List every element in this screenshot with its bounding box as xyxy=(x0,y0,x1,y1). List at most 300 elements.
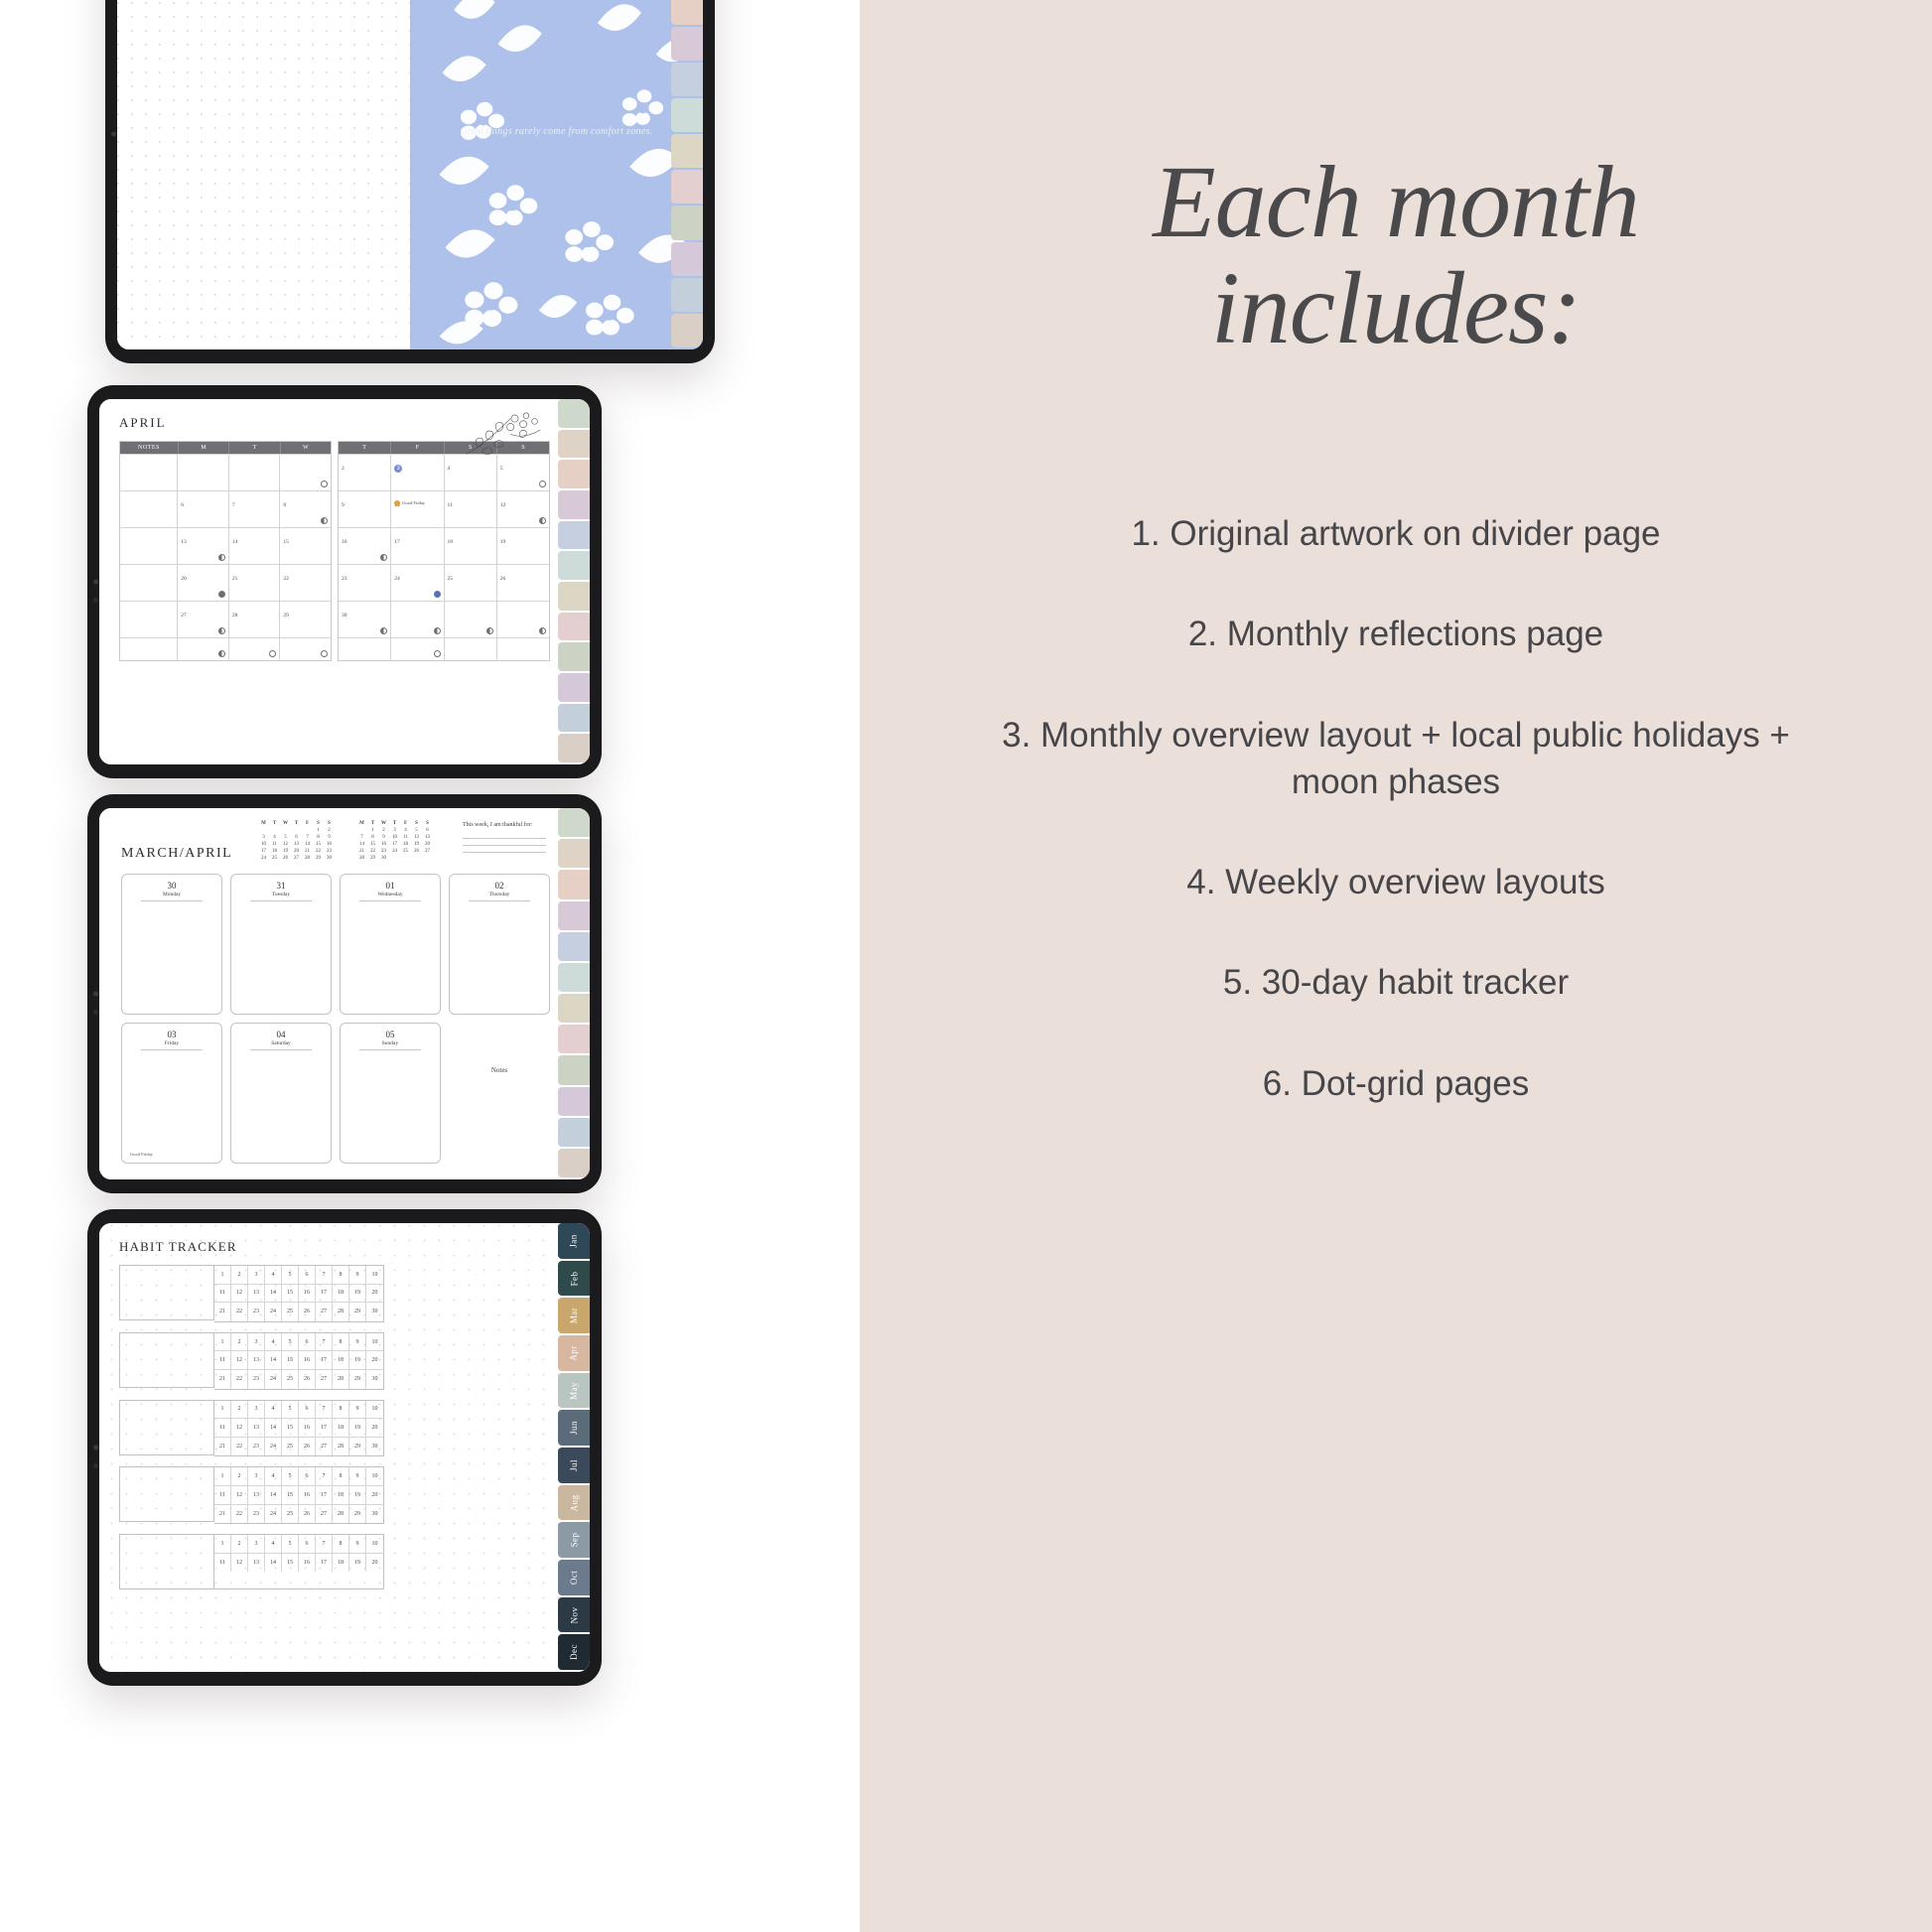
day-cell[interactable] xyxy=(178,638,229,660)
day-cell[interactable]: 20 xyxy=(366,1419,383,1438)
day-cell[interactable]: 28 xyxy=(333,1438,349,1456)
day-cell[interactable]: 9 xyxy=(349,1333,366,1352)
day-cell[interactable]: 19 xyxy=(349,1285,366,1304)
day-cell[interactable]: 19 xyxy=(349,1554,366,1573)
tab-may[interactable] xyxy=(558,521,590,550)
month-tab-strip[interactable] xyxy=(558,808,590,1179)
habit-days-11-20[interactable] xyxy=(214,1351,383,1370)
habit-days-21-30[interactable] xyxy=(214,1438,383,1456)
tab-nov[interactable] xyxy=(558,1118,590,1147)
day-cell[interactable] xyxy=(280,528,331,564)
day-cell[interactable]: 11 xyxy=(214,1554,231,1573)
tab-jan[interactable] xyxy=(558,1223,590,1259)
tab-may[interactable] xyxy=(558,1373,590,1409)
day-cell[interactable]: 15 xyxy=(282,1419,299,1438)
day-cell[interactable]: 2 xyxy=(231,1266,248,1285)
notes-cell[interactable] xyxy=(120,602,178,637)
tab-apr[interactable] xyxy=(671,27,703,61)
day-cell[interactable]: 20 xyxy=(371,1560,378,1567)
day-cell[interactable] xyxy=(229,638,281,660)
day-cell[interactable]: 1 xyxy=(214,1266,231,1285)
day-cell[interactable]: 22 xyxy=(231,1303,248,1321)
day-cell[interactable]: 26 xyxy=(299,1303,316,1321)
day-cell[interactable]: 7 xyxy=(316,1467,333,1486)
habit-day-grid[interactable] xyxy=(214,1332,384,1390)
day-cell[interactable]: 1 xyxy=(214,1333,231,1352)
day-cell[interactable]: 6 xyxy=(299,1266,316,1285)
day-cell[interactable]: 17 xyxy=(316,1285,333,1304)
camera-dot-icon xyxy=(93,580,98,585)
day-cell[interactable]: 13 xyxy=(248,1419,265,1438)
habit-name-field[interactable] xyxy=(119,1466,214,1522)
day-cell[interactable]: 7 xyxy=(316,1535,333,1554)
day-box[interactable] xyxy=(121,1023,222,1164)
day-cell[interactable] xyxy=(391,638,444,660)
day-cell[interactable]: 15 xyxy=(282,1486,299,1505)
day-cell[interactable] xyxy=(339,528,391,564)
day-cell[interactable]: 24 xyxy=(265,1438,282,1456)
day-cell[interactable]: 12 xyxy=(231,1285,248,1304)
habit-name-field[interactable] xyxy=(119,1265,214,1320)
tab-feb[interactable] xyxy=(558,430,590,459)
day-cell[interactable] xyxy=(229,565,281,601)
day-cell[interactable]: 14 xyxy=(265,1486,282,1505)
tab-jun[interactable] xyxy=(558,963,590,992)
day-cell[interactable] xyxy=(280,565,331,601)
tab-aug[interactable] xyxy=(671,170,703,204)
divider xyxy=(141,1049,203,1050)
day-cell[interactable]: 23 xyxy=(248,1505,265,1524)
day-cell[interactable] xyxy=(280,455,331,490)
day-cell[interactable] xyxy=(280,602,331,637)
tab-label: Apr xyxy=(568,1345,579,1361)
day-cell[interactable]: 29 xyxy=(349,1505,366,1524)
day-cell[interactable]: 19 xyxy=(349,1486,366,1505)
thankful-lines[interactable] xyxy=(463,832,546,853)
day-cell[interactable]: 3 xyxy=(248,1535,265,1554)
day-cell[interactable]: 11 xyxy=(214,1486,231,1505)
day-cell[interactable]: 24 xyxy=(265,1370,282,1389)
day-cell[interactable]: 4 xyxy=(265,1467,282,1486)
day-cell[interactable]: 13 xyxy=(248,1351,265,1370)
tab-may[interactable] xyxy=(671,63,703,96)
notes-cell[interactable] xyxy=(120,565,178,601)
day-number: 8 xyxy=(283,502,287,508)
day-cell[interactable]: 20 xyxy=(366,1351,383,1370)
divider xyxy=(250,1049,312,1050)
day-number: 12 xyxy=(499,502,506,508)
day-cell[interactable] xyxy=(497,602,549,637)
day-cell[interactable] xyxy=(339,638,391,660)
day-cell[interactable]: 6 xyxy=(299,1401,316,1420)
calendar-left-half xyxy=(119,441,332,661)
day-cell[interactable] xyxy=(339,491,391,527)
day-cell[interactable]: 30 xyxy=(371,1510,378,1517)
day-cell[interactable]: 2 xyxy=(231,1535,248,1554)
day-cell[interactable]: 16 xyxy=(299,1419,316,1438)
day-cell[interactable]: 23 xyxy=(248,1438,265,1456)
tab-oct[interactable] xyxy=(558,673,590,702)
day-cell[interactable]: 5 xyxy=(282,1333,299,1352)
day-cell[interactable]: 26 xyxy=(299,1505,316,1524)
headline-line-1: Each month xyxy=(1153,145,1639,259)
day-cell[interactable] xyxy=(497,528,549,564)
day-cell[interactable] xyxy=(229,455,281,490)
habit-days-1-10[interactable] xyxy=(214,1467,383,1486)
day-cell[interactable]: 9 xyxy=(349,1535,366,1554)
calendar-row xyxy=(120,601,331,637)
day-cell[interactable] xyxy=(339,602,391,637)
day-cell[interactable]: 20 xyxy=(366,1486,383,1505)
day-cell[interactable]: 18 xyxy=(333,1351,349,1370)
day-cell[interactable]: 30 xyxy=(371,1444,378,1450)
divider xyxy=(141,900,203,901)
day-cell[interactable]: 17 xyxy=(316,1351,333,1370)
tab-sep[interactable] xyxy=(558,1522,590,1558)
tab-jul[interactable] xyxy=(558,1448,590,1483)
day-cell[interactable]: 12 xyxy=(231,1351,248,1370)
day-cell[interactable]: 29 xyxy=(349,1303,366,1321)
write-line[interactable] xyxy=(463,839,546,846)
day-cell[interactable]: 18 xyxy=(333,1285,349,1304)
day-cell[interactable]: 22 xyxy=(231,1438,248,1456)
tab-oct[interactable] xyxy=(671,242,703,276)
day-cell[interactable] xyxy=(229,528,281,564)
day-cell[interactable]: 7 xyxy=(316,1401,333,1420)
write-line[interactable] xyxy=(463,846,546,853)
day-box[interactable] xyxy=(449,874,550,1015)
month-tab-strip[interactable] xyxy=(558,399,590,764)
day-cell[interactable]: 22 xyxy=(231,1505,248,1524)
tab-jan[interactable] xyxy=(558,808,590,837)
day-cell[interactable]: 3 xyxy=(248,1333,265,1352)
day-cell[interactable]: 30 xyxy=(371,1376,378,1383)
mini-col: F xyxy=(403,821,408,826)
tab-feb[interactable] xyxy=(558,839,590,868)
habit-days-11-20[interactable] xyxy=(214,1554,383,1573)
day-cell[interactable]: 10 xyxy=(366,1333,383,1352)
day-cell[interactable]: 11 xyxy=(214,1285,231,1304)
day-box[interactable] xyxy=(340,1023,441,1164)
day-cell[interactable]: 13 xyxy=(248,1486,265,1505)
day-cell[interactable] xyxy=(178,602,229,637)
day-cell[interactable]: 3 xyxy=(248,1266,265,1285)
day-cell[interactable]: 6 xyxy=(299,1535,316,1554)
habit-days-11-20[interactable] xyxy=(214,1419,383,1438)
day-cell[interactable]: 18 xyxy=(333,1554,349,1573)
day-cell[interactable] xyxy=(497,455,549,490)
day-cell[interactable]: 12 xyxy=(231,1419,248,1438)
day-cell[interactable]: 28 xyxy=(333,1303,349,1321)
tab-jun[interactable] xyxy=(558,551,590,580)
day-cell[interactable]: 16 xyxy=(299,1554,316,1573)
day-cell[interactable]: 9 xyxy=(349,1467,366,1486)
day-cell[interactable] xyxy=(445,565,497,601)
day-cell[interactable]: 12 xyxy=(231,1486,248,1505)
day-cell[interactable]: 24 xyxy=(265,1505,282,1524)
day-cell[interactable]: 27 xyxy=(316,1370,333,1389)
tab-aug[interactable] xyxy=(558,1485,590,1521)
day-cell[interactable]: 4 xyxy=(265,1401,282,1420)
day-cell[interactable] xyxy=(178,491,229,527)
day-cell[interactable]: 20 xyxy=(366,1285,383,1304)
day-cell[interactable] xyxy=(445,528,497,564)
day-cell[interactable]: 7 xyxy=(316,1333,333,1352)
day-cell[interactable] xyxy=(178,565,229,601)
day-cell[interactable]: 21 xyxy=(214,1438,231,1456)
day-cell[interactable]: 18 xyxy=(333,1486,349,1505)
tab-jun[interactable] xyxy=(558,1410,590,1446)
tab-sep[interactable] xyxy=(558,1055,590,1084)
day-cell[interactable]: 14 xyxy=(265,1419,282,1438)
tab-sep[interactable] xyxy=(671,206,703,239)
day-cell[interactable]: 15 xyxy=(282,1554,299,1573)
day-cell[interactable]: 12 xyxy=(231,1554,248,1573)
moon-phase-icon xyxy=(218,591,225,598)
tab-oct[interactable] xyxy=(558,1087,590,1116)
tab-sep[interactable] xyxy=(558,642,590,671)
col-s2: S xyxy=(521,445,525,451)
mini-col: F xyxy=(305,821,310,826)
mini-cal-row: 28 29 30 xyxy=(359,856,386,861)
tab-dec[interactable] xyxy=(558,734,590,762)
mini-col: M xyxy=(359,821,364,826)
tab-apr[interactable] xyxy=(558,1335,590,1371)
day-cell[interactable]: 2 xyxy=(231,1333,248,1352)
day-cell[interactable]: 16 xyxy=(299,1285,316,1304)
day-box[interactable] xyxy=(230,1023,332,1164)
tab-dec[interactable] xyxy=(558,1634,590,1670)
day-cell[interactable]: 26 xyxy=(299,1370,316,1389)
tab-jul[interactable] xyxy=(558,994,590,1023)
habit-name-field[interactable] xyxy=(119,1534,214,1589)
tab-mar[interactable] xyxy=(558,460,590,488)
day-cell[interactable]: 28 xyxy=(333,1505,349,1524)
day-cell[interactable] xyxy=(445,455,497,490)
day-box[interactable] xyxy=(230,874,332,1015)
day-cell[interactable]: 18 xyxy=(333,1419,349,1438)
day-cell[interactable] xyxy=(178,528,229,564)
day-cell[interactable] xyxy=(229,602,281,637)
tab-nov[interactable] xyxy=(558,704,590,733)
day-cell[interactable]: 17 xyxy=(316,1419,333,1438)
col-t: T xyxy=(229,442,280,454)
day-cell[interactable]: 8 xyxy=(333,1401,349,1420)
day-cell[interactable]: 14 xyxy=(265,1351,282,1370)
tab-nov[interactable] xyxy=(671,278,703,312)
notes-cell[interactable] xyxy=(120,455,178,490)
day-number: 19 xyxy=(499,539,506,545)
day-cell[interactable]: 5 xyxy=(282,1535,299,1554)
month-tab-strip[interactable] xyxy=(671,0,703,349)
tab-nov[interactable] xyxy=(558,1597,590,1633)
day-cell[interactable]: 13 xyxy=(248,1554,265,1573)
day-cell[interactable] xyxy=(445,602,497,637)
day-cell[interactable] xyxy=(445,638,497,660)
day-cell[interactable] xyxy=(178,455,229,490)
day-cell[interactable]: 2 xyxy=(231,1467,248,1486)
habit-name-field[interactable] xyxy=(119,1332,214,1388)
notes-box[interactable] xyxy=(449,1023,550,1164)
day-cell[interactable] xyxy=(497,491,549,527)
day-cell[interactable]: 9 xyxy=(349,1401,366,1420)
day-cell[interactable]: 8 xyxy=(333,1266,349,1285)
day-cell[interactable]: 21 xyxy=(214,1303,231,1321)
day-cell[interactable]: 2 xyxy=(231,1401,248,1420)
day-cell[interactable]: 1 xyxy=(214,1535,231,1554)
day-cell[interactable] xyxy=(280,491,331,527)
day-box[interactable] xyxy=(121,874,222,1015)
notes-cell[interactable] xyxy=(120,528,178,564)
day-cell[interactable]: 11 xyxy=(214,1351,231,1370)
day-cell[interactable]: 8 xyxy=(333,1535,349,1554)
tab-may[interactable] xyxy=(558,932,590,961)
day-cell[interactable] xyxy=(391,491,444,527)
tab-mar[interactable] xyxy=(558,870,590,898)
day-cell[interactable]: 7 xyxy=(316,1266,333,1285)
day-cell[interactable]: 16 xyxy=(299,1486,316,1505)
habit-days-1-10[interactable] xyxy=(214,1401,383,1420)
day-cell[interactable]: 5 xyxy=(282,1401,299,1420)
tab-apr[interactable] xyxy=(558,490,590,519)
notes-cell[interactable] xyxy=(120,638,178,660)
tab-jul[interactable] xyxy=(671,134,703,168)
day-cell[interactable]: 28 xyxy=(333,1370,349,1389)
tab-oct[interactable] xyxy=(558,1560,590,1595)
day-cell[interactable]: 10 xyxy=(366,1467,383,1486)
habit-day-grid[interactable] xyxy=(214,1400,384,1457)
day-cell[interactable]: 10 xyxy=(366,1401,383,1420)
day-number: 14 xyxy=(231,539,238,545)
habit-day-grid[interactable] xyxy=(214,1466,384,1524)
day-cell[interactable]: 10 xyxy=(366,1266,383,1285)
tablet-screen xyxy=(99,1223,590,1672)
day-cell[interactable]: 9 xyxy=(349,1266,366,1285)
write-line[interactable] xyxy=(463,832,546,839)
habit-days-1-10[interactable] xyxy=(214,1266,383,1285)
notes-cell[interactable] xyxy=(120,491,178,527)
habit-days-1-10[interactable] xyxy=(214,1333,383,1352)
tab-jul[interactable] xyxy=(558,582,590,611)
day-cell[interactable]: 23 xyxy=(248,1303,265,1321)
tab-label: Feb xyxy=(568,1271,579,1286)
day-cell[interactable] xyxy=(229,491,281,527)
day-cell[interactable]: 15 xyxy=(282,1351,299,1370)
habit-days-11-20[interactable] xyxy=(214,1486,383,1505)
day-cell[interactable]: 27 xyxy=(316,1438,333,1456)
day-cell[interactable]: 4 xyxy=(265,1266,282,1285)
day-cell[interactable]: 19 xyxy=(349,1419,366,1438)
month-tab-strip[interactable] xyxy=(558,1223,590,1672)
day-number: 30 xyxy=(167,881,177,891)
day-cell[interactable] xyxy=(339,565,391,601)
day-cell[interactable]: 25 xyxy=(282,1438,299,1456)
day-cell[interactable]: 10 xyxy=(366,1535,383,1554)
habit-name-field[interactable] xyxy=(119,1400,214,1455)
tab-feb[interactable] xyxy=(558,1261,590,1297)
day-cell[interactable] xyxy=(391,565,444,601)
day-cell[interactable]: 21 xyxy=(214,1505,231,1524)
day-cell[interactable]: 25 xyxy=(282,1370,299,1389)
habit-day-grid[interactable] xyxy=(214,1534,384,1589)
mini-col: S xyxy=(415,821,418,826)
day-cell[interactable]: 24 xyxy=(265,1303,282,1321)
habit-day-grid[interactable] xyxy=(214,1265,384,1322)
tab-mar[interactable] xyxy=(671,0,703,25)
day-cell[interactable]: 6 xyxy=(299,1333,316,1352)
day-cell[interactable]: 14 xyxy=(265,1554,282,1573)
divider xyxy=(469,900,530,901)
day-cell[interactable]: 21 xyxy=(214,1370,231,1389)
day-cell[interactable] xyxy=(497,638,549,660)
day-cell[interactable]: 29 xyxy=(349,1370,366,1389)
day-cell[interactable]: 5 xyxy=(282,1266,299,1285)
day-cell[interactable]: 29 xyxy=(349,1438,366,1456)
day-cell[interactable]: 17 xyxy=(316,1554,333,1573)
tab-aug[interactable] xyxy=(558,613,590,641)
day-cell[interactable]: 1 xyxy=(214,1401,231,1420)
day-cell[interactable]: 3 xyxy=(248,1467,265,1486)
day-cell[interactable] xyxy=(391,455,444,490)
day-cell[interactable]: 15 xyxy=(282,1285,299,1304)
day-cell[interactable]: 23 xyxy=(248,1370,265,1389)
day-cell[interactable] xyxy=(391,528,444,564)
day-cell[interactable]: 26 xyxy=(299,1438,316,1456)
habit-days-21-30[interactable] xyxy=(214,1505,383,1524)
day-cell[interactable]: 13 xyxy=(248,1285,265,1304)
tab-jan[interactable] xyxy=(558,399,590,428)
tab-dec[interactable] xyxy=(671,314,703,347)
habit-days-21-30[interactable] xyxy=(214,1303,383,1321)
day-cell[interactable]: 4 xyxy=(265,1333,282,1352)
day-cell[interactable]: 4 xyxy=(265,1535,282,1554)
day-cell[interactable]: 25 xyxy=(282,1303,299,1321)
day-box[interactable] xyxy=(340,874,441,1015)
day-cell[interactable]: 30 xyxy=(371,1309,378,1315)
day-cell[interactable]: 17 xyxy=(316,1486,333,1505)
habit-days-21-30[interactable] xyxy=(214,1370,383,1389)
day-cell[interactable] xyxy=(497,565,549,601)
tablet-monthly-page xyxy=(87,385,602,778)
day-cell[interactable]: 14 xyxy=(265,1285,282,1304)
habit-days-1-10[interactable] xyxy=(214,1535,383,1554)
habit-days-11-20[interactable] xyxy=(214,1285,383,1304)
day-cell[interactable]: 27 xyxy=(316,1303,333,1321)
day-cell[interactable] xyxy=(391,602,444,637)
tab-aug[interactable] xyxy=(558,1025,590,1053)
day-cell[interactable] xyxy=(445,491,497,527)
day-cell[interactable]: 22 xyxy=(231,1370,248,1389)
day-cell[interactable]: 6 xyxy=(299,1467,316,1486)
day-cell[interactable]: 11 xyxy=(214,1419,231,1438)
tab-jun[interactable] xyxy=(671,98,703,132)
day-cell[interactable]: 25 xyxy=(282,1505,299,1524)
day-cell[interactable] xyxy=(280,638,331,660)
day-cell[interactable]: 19 xyxy=(349,1351,366,1370)
day-cell[interactable] xyxy=(339,455,391,490)
day-cell[interactable]: 16 xyxy=(299,1351,316,1370)
day-cell[interactable]: 8 xyxy=(333,1333,349,1352)
tab-mar[interactable] xyxy=(558,1298,590,1333)
day-cell[interactable]: 27 xyxy=(316,1505,333,1524)
tab-apr[interactable] xyxy=(558,901,590,930)
tab-dec[interactable] xyxy=(558,1149,590,1177)
day-cell[interactable]: 8 xyxy=(333,1467,349,1486)
camera-dot-icon xyxy=(93,1446,98,1450)
day-cell[interactable]: 5 xyxy=(282,1467,299,1486)
day-cell[interactable]: 3 xyxy=(248,1401,265,1420)
day-cell[interactable]: 1 xyxy=(214,1467,231,1486)
